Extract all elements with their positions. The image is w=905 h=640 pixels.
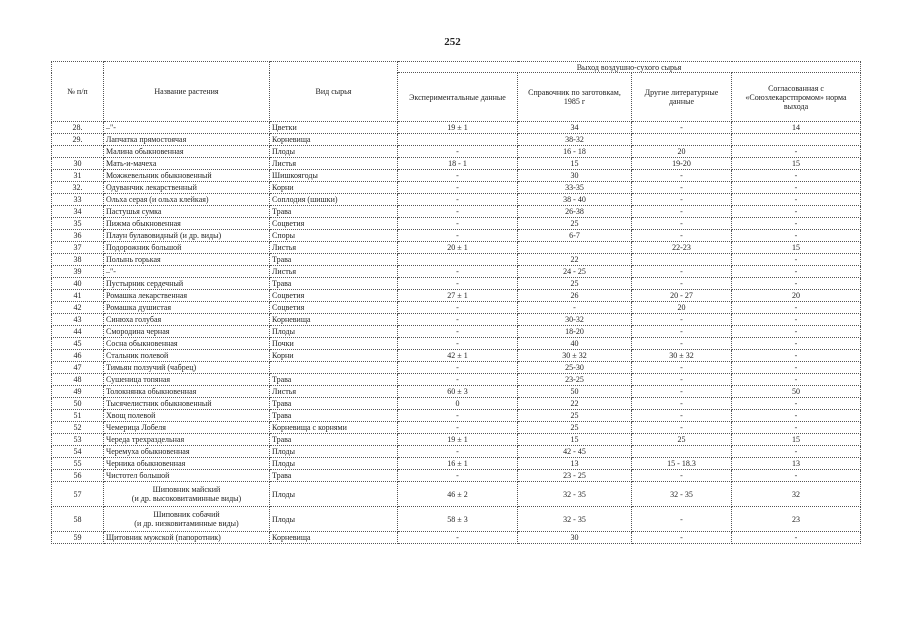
experimental-value: 58 ± 3 xyxy=(398,507,518,532)
experimental-value xyxy=(398,134,518,146)
row-number: 52 xyxy=(52,422,104,434)
agreed-norm-value: 50 xyxy=(732,386,861,398)
row-number: 48 xyxy=(52,374,104,386)
plant-name: Тысячелистник обыкновенный xyxy=(104,398,270,410)
experimental-value: - xyxy=(398,218,518,230)
experimental-value: - xyxy=(398,182,518,194)
literature-value: - xyxy=(632,230,732,242)
plant-name: Чистотел большой xyxy=(104,470,270,482)
row-number: 56 xyxy=(52,470,104,482)
plant-name: Пустырник сердечный xyxy=(104,278,270,290)
raw-material-type: Трава xyxy=(270,410,398,422)
experimental-value: 27 ± 1 xyxy=(398,290,518,302)
literature-value: 25 xyxy=(632,434,732,446)
row-number: 31 xyxy=(52,170,104,182)
raw-material-type: Плоды xyxy=(270,482,398,507)
raw-material-type: Корневища с корнями xyxy=(270,422,398,434)
agreed-norm-value: 32 xyxy=(732,482,861,507)
raw-material-type: Трава xyxy=(270,206,398,218)
experimental-value: - xyxy=(398,266,518,278)
raw-material-type: Трава xyxy=(270,470,398,482)
row-number: 34 xyxy=(52,206,104,218)
table-row xyxy=(52,290,861,302)
reference-value: 16 - 18 xyxy=(518,146,632,158)
experimental-value: - xyxy=(398,362,518,374)
plant-name: Подорожник большой xyxy=(104,242,270,254)
plant-name xyxy=(104,507,270,532)
plant-name-line: Шиповник майский xyxy=(152,485,221,494)
page-number: 252 xyxy=(444,36,461,48)
row-number: 54 xyxy=(52,446,104,458)
row-number: 46 xyxy=(52,350,104,362)
experimental-value: - xyxy=(398,422,518,434)
agreed-norm-value: - xyxy=(732,194,861,206)
plant-name-note: (и др. низковитаминные виды) xyxy=(134,519,239,528)
raw-material-type: Плоды xyxy=(270,458,398,470)
agreed-norm-value: - xyxy=(732,410,861,422)
plant-name: Ромашка душистая xyxy=(104,302,270,314)
reference-value: 25 xyxy=(518,278,632,290)
literature-value: - xyxy=(632,386,732,398)
agreed-norm-value: - xyxy=(732,302,861,314)
table-row xyxy=(52,266,861,278)
experimental-value: - xyxy=(398,374,518,386)
reference-value: 30 xyxy=(518,170,632,182)
row-number: 58 xyxy=(52,507,104,532)
reference-value: 22 xyxy=(518,398,632,410)
raw-material-type: Листья xyxy=(270,158,398,170)
experimental-value: - xyxy=(398,338,518,350)
reference-value: 26 xyxy=(518,290,632,302)
raw-material-type: Корневища xyxy=(270,532,398,544)
experimental-value: - xyxy=(398,532,518,544)
raw-material-type: Трава xyxy=(270,278,398,290)
raw-material-type: Плоды xyxy=(270,326,398,338)
row-number: 47 xyxy=(52,362,104,374)
table-row xyxy=(52,194,861,206)
reference-value: 25 xyxy=(518,410,632,422)
plant-name: Толокнянка обыкновенная xyxy=(104,386,270,398)
agreed-norm-value: - xyxy=(732,278,861,290)
experimental-value: - xyxy=(398,326,518,338)
plant-name: Стальник полевой xyxy=(104,350,270,362)
plant-name: Лапчатка прямостоячая xyxy=(104,134,270,146)
table-row xyxy=(52,338,861,350)
header-reference: Справочник по заготовкам, 1985 г xyxy=(518,73,632,122)
table-row xyxy=(52,482,861,507)
literature-value: - xyxy=(632,532,732,544)
raw-material-type: Соцветия xyxy=(270,290,398,302)
table-row xyxy=(52,422,861,434)
plant-name: Полынь горькая xyxy=(104,254,270,266)
literature-value: - xyxy=(632,410,732,422)
plant-name: Черника обыкновенная xyxy=(104,458,270,470)
literature-value xyxy=(632,254,732,266)
row-number: 40 xyxy=(52,278,104,290)
plant-name: Сосна обыкновенная xyxy=(104,338,270,350)
plant-name: Одуванчик лекарственный xyxy=(104,182,270,194)
table-row xyxy=(52,532,861,544)
experimental-value: - xyxy=(398,146,518,158)
header-plant-name: Название растения xyxy=(104,62,270,122)
reference-value: 22 xyxy=(518,254,632,266)
experimental-value: 16 ± 1 xyxy=(398,458,518,470)
table-row xyxy=(52,182,861,194)
table-row xyxy=(52,230,861,242)
experimental-value: - xyxy=(398,230,518,242)
plant-name-note: (и др. высоковитаминные виды) xyxy=(131,494,242,503)
literature-value: - xyxy=(632,182,732,194)
row-number: 41 xyxy=(52,290,104,302)
literature-value: - xyxy=(632,338,732,350)
experimental-value xyxy=(398,254,518,266)
raw-material-type xyxy=(270,362,398,374)
agreed-norm-value: - xyxy=(732,422,861,434)
plant-name xyxy=(104,482,270,507)
table-row xyxy=(52,170,861,182)
plant-name: Малина обыкновенная xyxy=(104,146,270,158)
table-row xyxy=(52,206,861,218)
row-number: 39 xyxy=(52,266,104,278)
agreed-norm-value xyxy=(732,134,861,146)
plant-yield-table xyxy=(51,61,861,544)
row-number: 42 xyxy=(52,302,104,314)
plant-name: Щитовник мужской (папоротник) xyxy=(104,532,270,544)
plant-name: Пастушья сумка xyxy=(104,206,270,218)
table-row xyxy=(52,326,861,338)
reference-value: 6-7 xyxy=(518,230,632,242)
agreed-norm-value: - xyxy=(732,446,861,458)
plant-name: Сушеница топяная xyxy=(104,374,270,386)
agreed-norm-value: - xyxy=(732,254,861,266)
agreed-norm-value: - xyxy=(732,230,861,242)
header-agreed-norm: Согласованная с «Союзлекарстпромом» норма выхода xyxy=(732,73,861,122)
agreed-norm-value: 20 xyxy=(732,290,861,302)
raw-material-type: Почки xyxy=(270,338,398,350)
table-row xyxy=(52,146,861,158)
table-row xyxy=(52,410,861,422)
raw-material-type: Трава xyxy=(270,398,398,410)
row-number: 36 xyxy=(52,230,104,242)
table-row xyxy=(52,158,861,170)
plant-name: Череда трехраздельная xyxy=(104,434,270,446)
row-number: 38 xyxy=(52,254,104,266)
reference-value xyxy=(518,242,632,254)
experimental-value: 19 ± 1 xyxy=(398,434,518,446)
experimental-value: 46 ± 2 xyxy=(398,482,518,507)
plant-name: Смородина черная xyxy=(104,326,270,338)
literature-value: - xyxy=(632,170,732,182)
table-row xyxy=(52,314,861,326)
row-number: 35 xyxy=(52,218,104,230)
reference-value: 23 - 25 xyxy=(518,470,632,482)
agreed-norm-value: - xyxy=(732,218,861,230)
agreed-norm-value: - xyxy=(732,398,861,410)
literature-value: - xyxy=(632,398,732,410)
header-literature: Другие литературные данные xyxy=(632,73,732,122)
literature-value: 20 xyxy=(632,146,732,158)
plant-name: Черемуха обыкновенная xyxy=(104,446,270,458)
row-number: 37 xyxy=(52,242,104,254)
literature-value: 32 - 35 xyxy=(632,482,732,507)
reference-value: 23-25 xyxy=(518,374,632,386)
literature-value: - xyxy=(632,206,732,218)
row-number: 44 xyxy=(52,326,104,338)
table-row xyxy=(52,218,861,230)
raw-material-type: Плоды xyxy=(270,446,398,458)
plant-name: Тимьян ползучий (чабрец) xyxy=(104,362,270,374)
table-row xyxy=(52,302,861,314)
table-row xyxy=(52,398,861,410)
raw-material-type: Соплодия (шишки) xyxy=(270,194,398,206)
row-number xyxy=(52,146,104,158)
table-row xyxy=(52,386,861,398)
literature-value: - xyxy=(632,470,732,482)
row-number: 50 xyxy=(52,398,104,410)
experimental-value: - xyxy=(398,470,518,482)
raw-material-type: Трава xyxy=(270,374,398,386)
agreed-norm-value: - xyxy=(732,182,861,194)
agreed-norm-value: 23 xyxy=(732,507,861,532)
reference-value: 38 - 40 xyxy=(518,194,632,206)
experimental-value: - xyxy=(398,206,518,218)
experimental-value: - xyxy=(398,170,518,182)
agreed-norm-value: - xyxy=(732,532,861,544)
literature-value: 20 - 27 xyxy=(632,290,732,302)
reference-value: 32 - 35 xyxy=(518,482,632,507)
row-number: 53 xyxy=(52,434,104,446)
literature-value: - xyxy=(632,362,732,374)
table-row xyxy=(52,434,861,446)
row-number: 33 xyxy=(52,194,104,206)
table-row xyxy=(52,254,861,266)
literature-value: 22-23 xyxy=(632,242,732,254)
plant-name: Хвощ полевой xyxy=(104,410,270,422)
table-row xyxy=(52,134,861,146)
reference-value: 25 xyxy=(518,422,632,434)
experimental-value: - xyxy=(398,278,518,290)
reference-value: 30-32 xyxy=(518,314,632,326)
reference-value: 40 xyxy=(518,338,632,350)
experimental-value: - xyxy=(398,194,518,206)
agreed-norm-value: - xyxy=(732,470,861,482)
agreed-norm-value: 13 xyxy=(732,458,861,470)
table-row xyxy=(52,350,861,362)
agreed-norm-value: - xyxy=(732,374,861,386)
agreed-norm-value: - xyxy=(732,146,861,158)
raw-material-type: Корни xyxy=(270,350,398,362)
table-row xyxy=(52,242,861,254)
reference-value: 15 xyxy=(518,158,632,170)
row-number: 30 xyxy=(52,158,104,170)
reference-value: 25 xyxy=(518,218,632,230)
row-number: 49 xyxy=(52,386,104,398)
table-row xyxy=(52,458,861,470)
row-number: 57 xyxy=(52,482,104,507)
raw-material-type: Споры xyxy=(270,230,398,242)
plant-name: Синюха голубая xyxy=(104,314,270,326)
agreed-norm-value: - xyxy=(732,338,861,350)
row-number: 28. xyxy=(52,122,104,134)
literature-value: 30 ± 32 xyxy=(632,350,732,362)
header-yield-group: Выход воздушно-сухого сырья xyxy=(398,62,861,73)
reference-value: 13 xyxy=(518,458,632,470)
reference-value: 34 xyxy=(518,122,632,134)
raw-material-type: Трава xyxy=(270,254,398,266)
reference-value: 42 - 45 xyxy=(518,446,632,458)
experimental-value: 0 xyxy=(398,398,518,410)
plant-name: –"- xyxy=(104,266,270,278)
table-row xyxy=(52,470,861,482)
experimental-value: 19 ± 1 xyxy=(398,122,518,134)
agreed-norm-value: - xyxy=(732,314,861,326)
plant-name: Мать-и-мачеха xyxy=(104,158,270,170)
row-number: 59 xyxy=(52,532,104,544)
reference-value: 30 xyxy=(518,532,632,544)
raw-material-type: Трава xyxy=(270,434,398,446)
raw-material-type: Корни xyxy=(270,182,398,194)
reference-value: 18-20 xyxy=(518,326,632,338)
plant-name-line: Шиповник собачий xyxy=(153,510,220,519)
literature-value: 15 - 18.3 xyxy=(632,458,732,470)
literature-value: - xyxy=(632,374,732,386)
header-experimental: Экспериментальные данные xyxy=(398,73,518,122)
experimental-value: 18 - 1 xyxy=(398,158,518,170)
raw-material-type: Плоды xyxy=(270,146,398,158)
experimental-value: 20 ± 1 xyxy=(398,242,518,254)
literature-value: - xyxy=(632,326,732,338)
literature-value: - xyxy=(632,422,732,434)
literature-value: - xyxy=(632,266,732,278)
table-row xyxy=(52,446,861,458)
reference-value: 30 ± 32 xyxy=(518,350,632,362)
table-row xyxy=(52,507,861,532)
literature-value: - xyxy=(632,218,732,230)
agreed-norm-value: - xyxy=(732,206,861,218)
experimental-value: - xyxy=(398,410,518,422)
literature-value: 20 xyxy=(632,302,732,314)
literature-value: - xyxy=(632,122,732,134)
plant-name: Плаун булавовидный (и др. виды) xyxy=(104,230,270,242)
raw-material-type: Плоды xyxy=(270,507,398,532)
plant-name: Чемерица Лобеля xyxy=(104,422,270,434)
literature-value: 19-20 xyxy=(632,158,732,170)
row-number: 51 xyxy=(52,410,104,422)
reference-value: 50 xyxy=(518,386,632,398)
plant-name: Пижма обыкновенная xyxy=(104,218,270,230)
agreed-norm-value: - xyxy=(732,170,861,182)
reference-value: 25-30 xyxy=(518,362,632,374)
agreed-norm-value: 15 xyxy=(732,434,861,446)
plant-name: –"- xyxy=(104,122,270,134)
reference-value: 24 - 25 xyxy=(518,266,632,278)
literature-value: - xyxy=(632,278,732,290)
row-number: 55 xyxy=(52,458,104,470)
raw-material-type: Корневища xyxy=(270,314,398,326)
literature-value: - xyxy=(632,314,732,326)
row-number: 45 xyxy=(52,338,104,350)
reference-value: - xyxy=(518,302,632,314)
agreed-norm-value: - xyxy=(732,326,861,338)
reference-value: 32 - 35 xyxy=(518,507,632,532)
row-number: 43 xyxy=(52,314,104,326)
raw-material-type: Шишкоягоды xyxy=(270,170,398,182)
header-raw-type: Вид сырья xyxy=(270,62,398,122)
raw-material-type: Соцветия xyxy=(270,218,398,230)
experimental-value: - xyxy=(398,314,518,326)
literature-value: - xyxy=(632,194,732,206)
reference-value: 38-32 xyxy=(518,134,632,146)
raw-material-type: Листья xyxy=(270,386,398,398)
header-num: № п/п xyxy=(52,62,104,122)
raw-material-type: Соцветия xyxy=(270,302,398,314)
plant-name: Ромашка лекарственная xyxy=(104,290,270,302)
experimental-value: - xyxy=(398,302,518,314)
agreed-norm-value: 15 xyxy=(732,242,861,254)
table-row xyxy=(52,122,861,134)
reference-value: 26-38 xyxy=(518,206,632,218)
table-row xyxy=(52,374,861,386)
experimental-value: 42 ± 1 xyxy=(398,350,518,362)
experimental-value: - xyxy=(398,446,518,458)
agreed-norm-value: - xyxy=(732,362,861,374)
experimental-value: 60 ± 3 xyxy=(398,386,518,398)
agreed-norm-value: - xyxy=(732,350,861,362)
table-row xyxy=(52,362,861,374)
agreed-norm-value: - xyxy=(732,266,861,278)
reference-value: 15 xyxy=(518,434,632,446)
plant-name: Ольха серая (и ольха клейкая) xyxy=(104,194,270,206)
raw-material-type: Корневища xyxy=(270,134,398,146)
agreed-norm-value: 14 xyxy=(732,122,861,134)
literature-value: - xyxy=(632,507,732,532)
reference-value: 33-35 xyxy=(518,182,632,194)
raw-material-type: Цветки xyxy=(270,122,398,134)
literature-value xyxy=(632,134,732,146)
raw-material-type: Листья xyxy=(270,266,398,278)
raw-material-type: Листья xyxy=(270,242,398,254)
plant-name: Можжевельник обыкновенный xyxy=(104,170,270,182)
literature-value xyxy=(632,446,732,458)
agreed-norm-value: 15 xyxy=(732,158,861,170)
row-number: 32. xyxy=(52,182,104,194)
row-number: 29. xyxy=(52,134,104,146)
table-row xyxy=(52,278,861,290)
